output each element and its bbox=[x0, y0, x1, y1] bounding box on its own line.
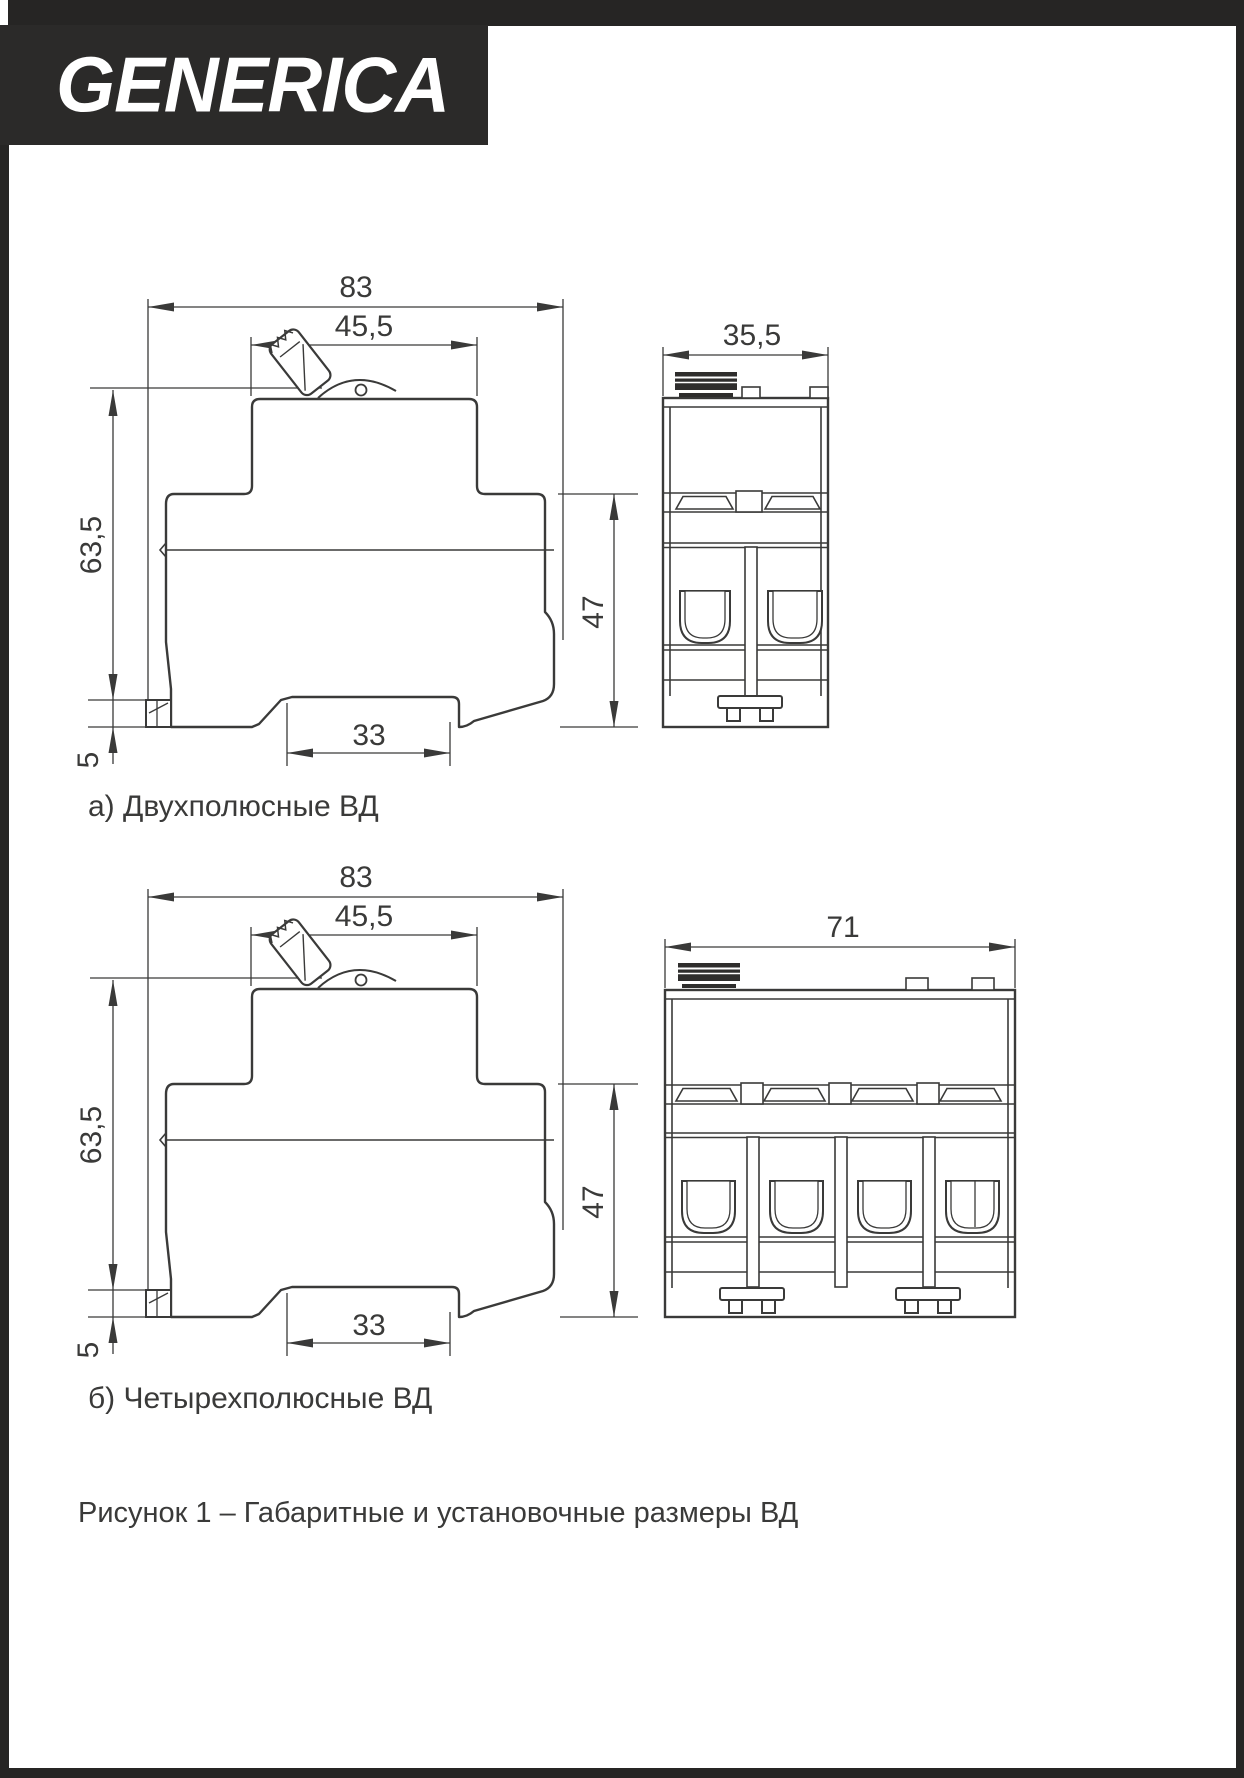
top-tab bbox=[810, 387, 828, 398]
dim-mount-height-b: 47 bbox=[577, 1185, 610, 1219]
toggle-handle-a bbox=[675, 372, 737, 390]
figure-b-side-view bbox=[88, 889, 638, 1356]
top-tab bbox=[906, 978, 928, 990]
dim-front-width-b: 71 bbox=[826, 911, 860, 944]
dim-front-width-a: 35,5 bbox=[722, 319, 782, 352]
figure-b-front-view bbox=[665, 911, 1015, 1317]
dim-top-width-b: 45,5 bbox=[334, 900, 394, 933]
figure-a-label: а) Двухполюсные ВД bbox=[88, 790, 379, 823]
figure-caption: Рисунок 1 – Габаритные и установочные размеры ВД bbox=[78, 1497, 799, 1529]
top-tab bbox=[972, 978, 994, 990]
brand-logo: GENERICA bbox=[56, 41, 450, 129]
top-tab bbox=[742, 387, 760, 398]
figure-a-front-view bbox=[663, 319, 828, 727]
toggle-handle-b bbox=[678, 963, 740, 981]
figure-b-label: б) Четырехполюсные ВД bbox=[88, 1382, 433, 1415]
dim-top-width-a: 45,5 bbox=[334, 310, 394, 343]
pole-divider bbox=[745, 547, 757, 696]
dim-body-height-b: 63,5 bbox=[75, 1105, 108, 1165]
dim-mount-height-a: 47 bbox=[577, 595, 610, 629]
dim-rail-depth-b: 5 bbox=[72, 1341, 105, 1359]
dim-overall-width-a: 83 bbox=[339, 271, 373, 304]
dim-rail-depth-a: 5 bbox=[72, 751, 105, 769]
figure-a-side-view bbox=[88, 299, 638, 766]
dim-overall-width-b: 83 bbox=[339, 861, 373, 894]
dim-rail-slot-b: 33 bbox=[352, 1309, 386, 1342]
dim-body-height-a: 63,5 bbox=[75, 515, 108, 575]
dim-rail-slot-a: 33 bbox=[352, 719, 386, 752]
